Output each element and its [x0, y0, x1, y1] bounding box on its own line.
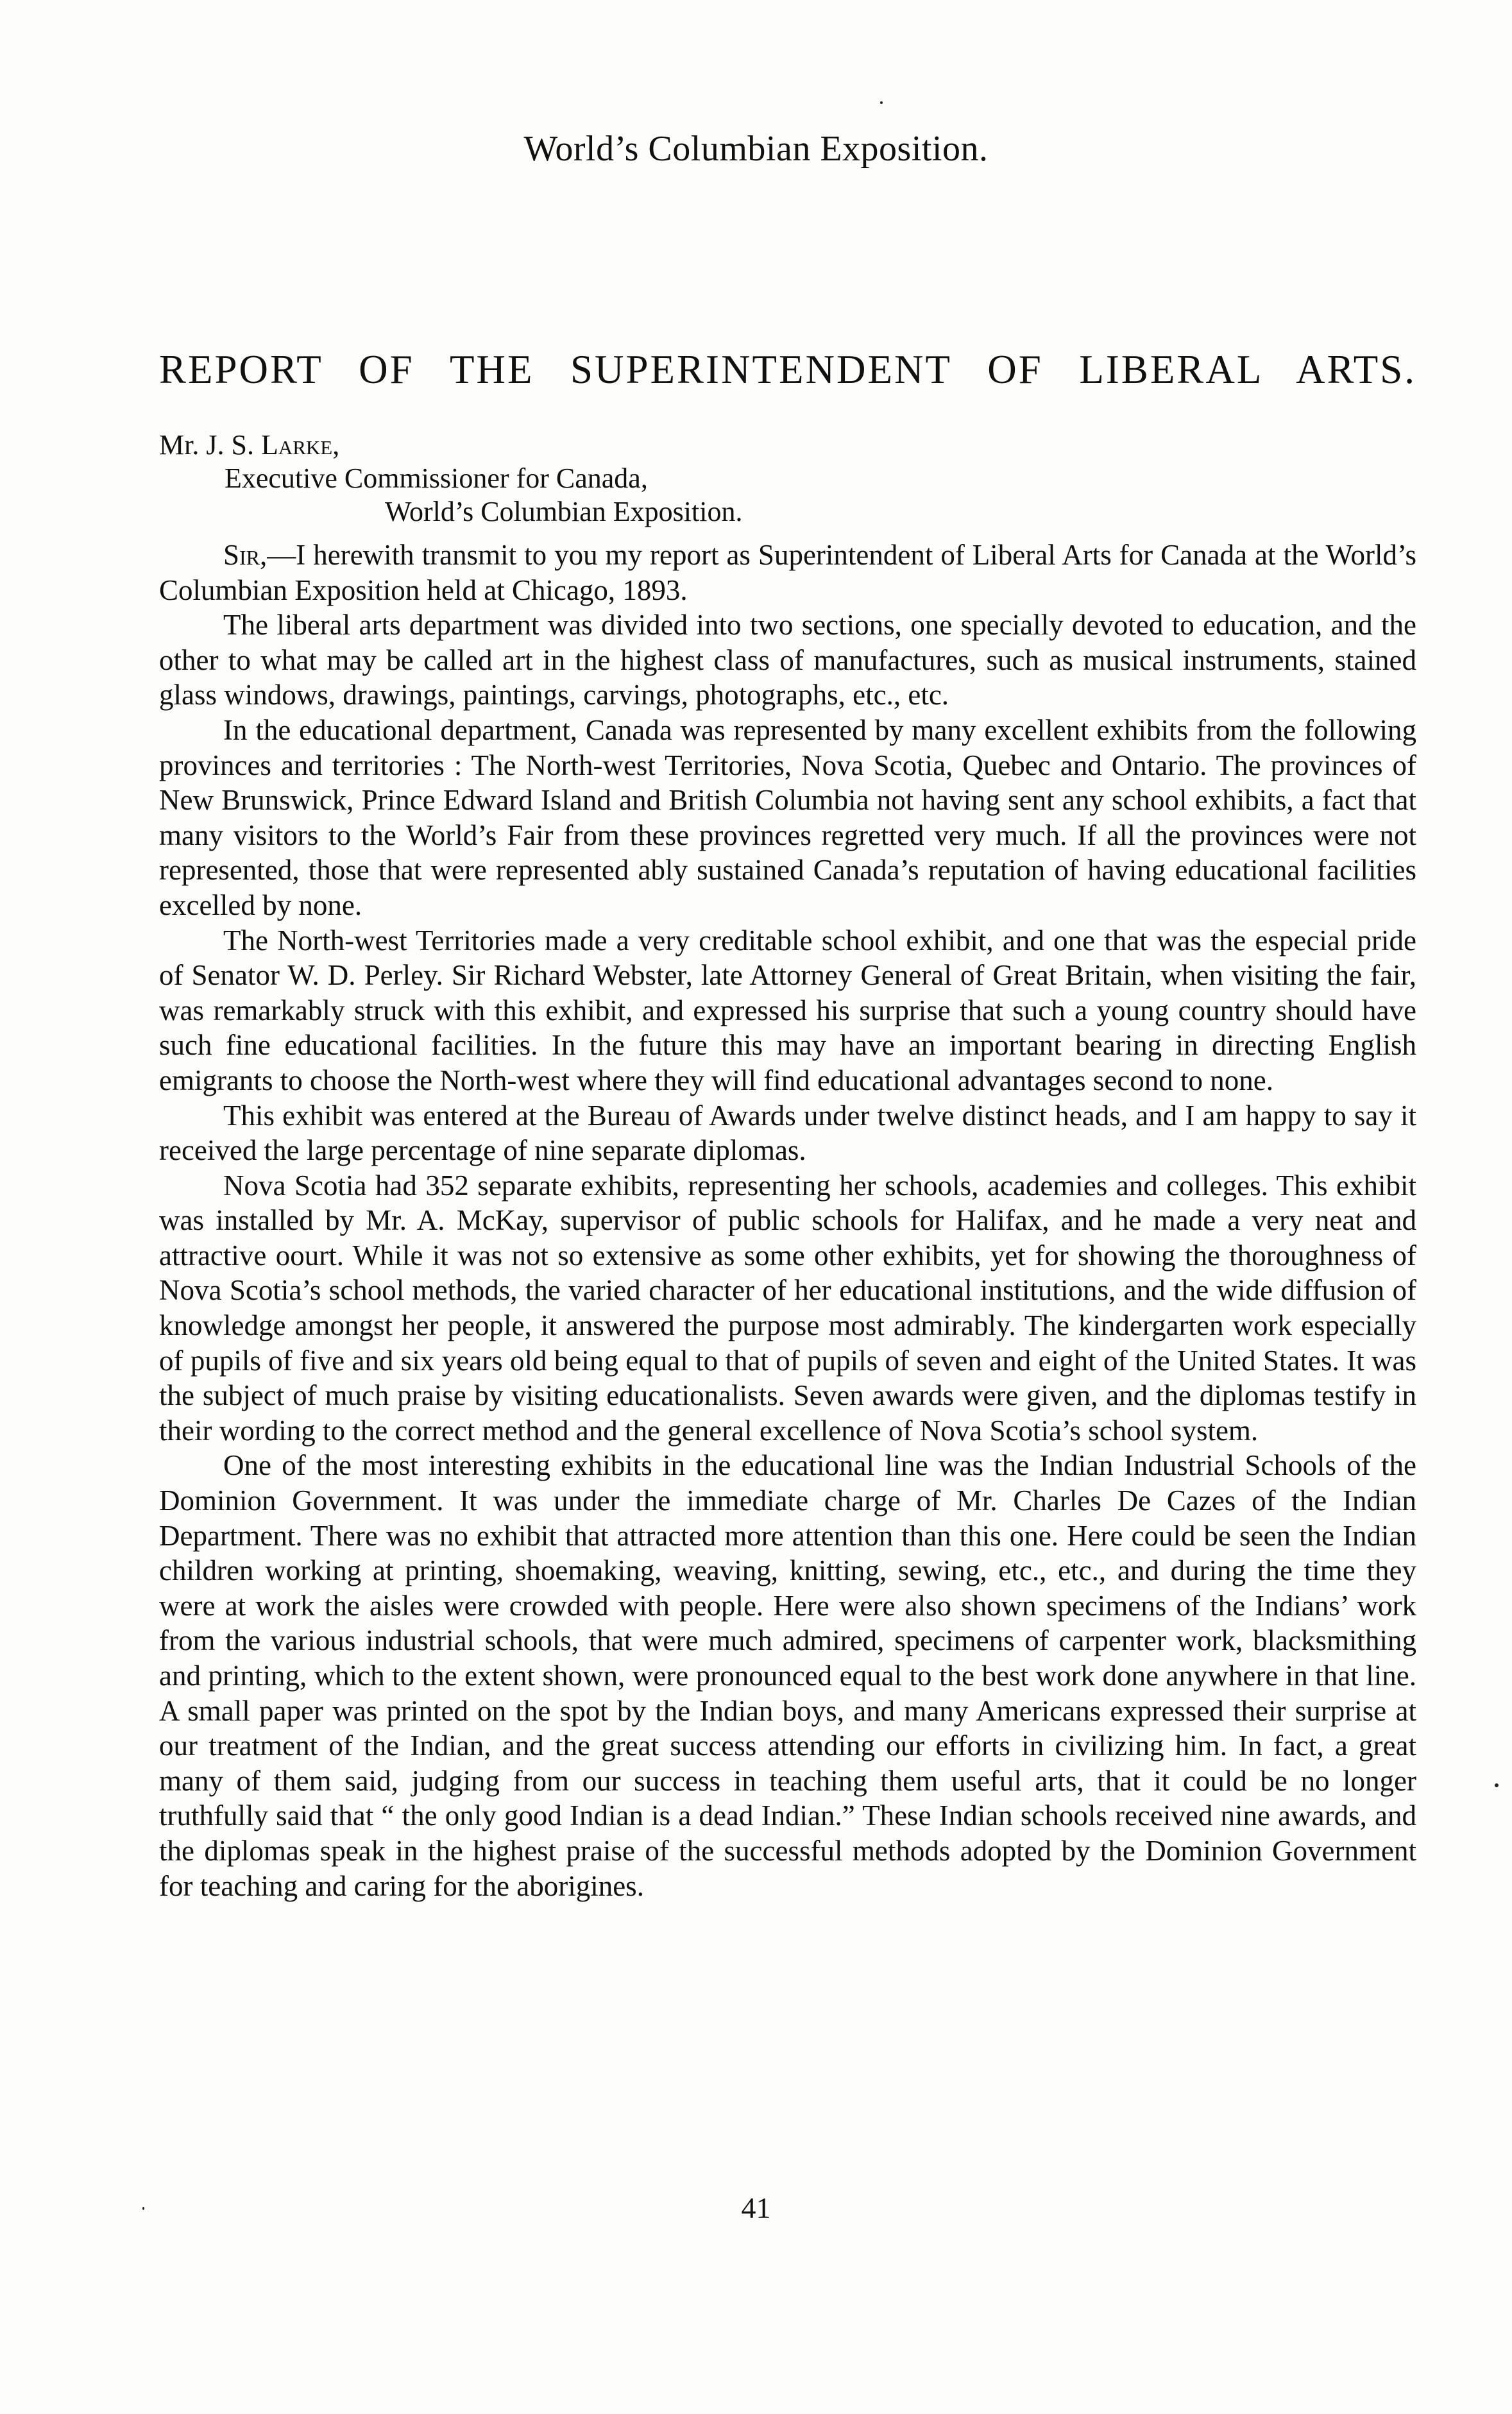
- print-speck: [880, 101, 883, 104]
- salutation: Sir,: [223, 539, 268, 571]
- addressee-surname: Larke,: [260, 429, 340, 461]
- paragraph-1-text: —I herewith transmit to you my report as Superintendent of Liberal Arts for Canada at the World’s Columbian Exposition held at Chicago, 1893.: [159, 539, 1416, 606]
- addressee-event-line: World’s Columbian Exposition.: [385, 496, 743, 527]
- paragraph-5: This exhibit was entered at the Bureau of Awards under twelve distinct heads, and I am happy to say it received the large percentage of nine separate diplomas.: [159, 1099, 1416, 1167]
- print-speck: [142, 2207, 144, 2210]
- paragraph-4: The North-west Territories made a very creditable school exhibit, and one that was the especial pride of Senator W. D. Perley. Sir Richard Webster, late Attorney General of Great Britain, when visiting the fair, was remarkably struck with this exhibit, and expressed his surprise that such a young country should have such fine educational facilities. In the future this may have an important bearing in directing English emigrants to choose the North-west where they will find educational advantages second to none.: [159, 924, 1416, 1096]
- paragraph-1: [159, 538, 1416, 608]
- addressee-block: [159, 429, 742, 529]
- addressee-prefix: Mr. J. S.: [159, 429, 261, 461]
- running-head: World’s Columbian Exposition.: [523, 129, 989, 169]
- paragraph-2: The liberal arts department was divided into two sections, one specially devoted to education, and the other to what may be called art in the highest class of manufactures, such as musical instruments, stained glass windows, drawings, paintings, carvings, photographs, etc., etc.: [159, 609, 1416, 711]
- print-speck: [1495, 1783, 1499, 1787]
- paragraph-6: Nova Scotia had 352 separate exhibits, representing her schools, academies and colleges. This exhibit was installed by Mr. A. McKay, supervisor of public schools for Halifax, and he made a very neat and attractive oourt. While it was not so extensive as some other exhibits, yet for showing the thoroughness of Nova Scotia’s school methods, the varied character of her educational institutions, and the wide diffusion of knowledge amongst her people, it answered the purpose most admirably. The kindergarten work especially of pupils of five and six years old being equal to that of pupils of seven and eight of the United States. It was the subject of much praise by visiting educationalists. Seven awards were given, and the diplomas testify in their wording to the correct method and the general excellence of Nova Scotia’s school system.: [159, 1169, 1416, 1447]
- report-body: [159, 538, 1416, 1903]
- paragraph-3: In the educational department, Canada was represented by many excellent exhibits from the following provinces and territories : The North-west Territories, Nova Scotia, Quebec and Ontario. The provinces of New Brunswick, Prince Edward Island and British Columbia not having sent any school exhibits, a fact that many visitors to the World’s Fair from these provinces regretted very much. If all the provinces were not represented, those that were represented ably sustained Canada’s reputation of having educational facilities excelled by none.: [159, 713, 1416, 921]
- addressee-title-line: Executive Commissioner for Canada,: [225, 463, 648, 494]
- paragraph-7: One of the most interesting exhibits in the educational line was the Indian Industrial Schools of the Dominion Government. It was under the immediate charge of Mr. Charles De Cazes of the Indian Department. There was no exhibit that attracted more attention than this one. Here could be seen the Indian children working at printing, shoemaking, weaving, knitting, sewing, etc., etc., and during the time they were at work the aisles were crowded with people. Here were also shown specimens of the Indians’ work from the various industrial schools, that were much admired, specimens of carpenter work, blacksmithing and printing, which to the extent shown, were pronounced equal to the best work done anywhere in that line. A small paper was printed on the spot by the Indian boys, and many Americans expressed their surprise at our treatment of the Indian, and the great success attending our efforts in civilizing him. In fact, a great many of them said, judging from our success in teaching them useful arts, that it could be no longer truthfully said that “ the only good Indian is a dead Indian.” These Indian schools received nine awards, and the diplomas speak in the highest praise of the successful methods adopted by the Dominion Government for teaching and caring for the aborigines.: [159, 1449, 1416, 1902]
- addressee-name-line: [159, 429, 742, 462]
- page-number: 41: [741, 2191, 771, 2224]
- report-title: REPORT OF THE SUPERINTENDENT OF LIBERAL ARTS.: [159, 347, 1416, 392]
